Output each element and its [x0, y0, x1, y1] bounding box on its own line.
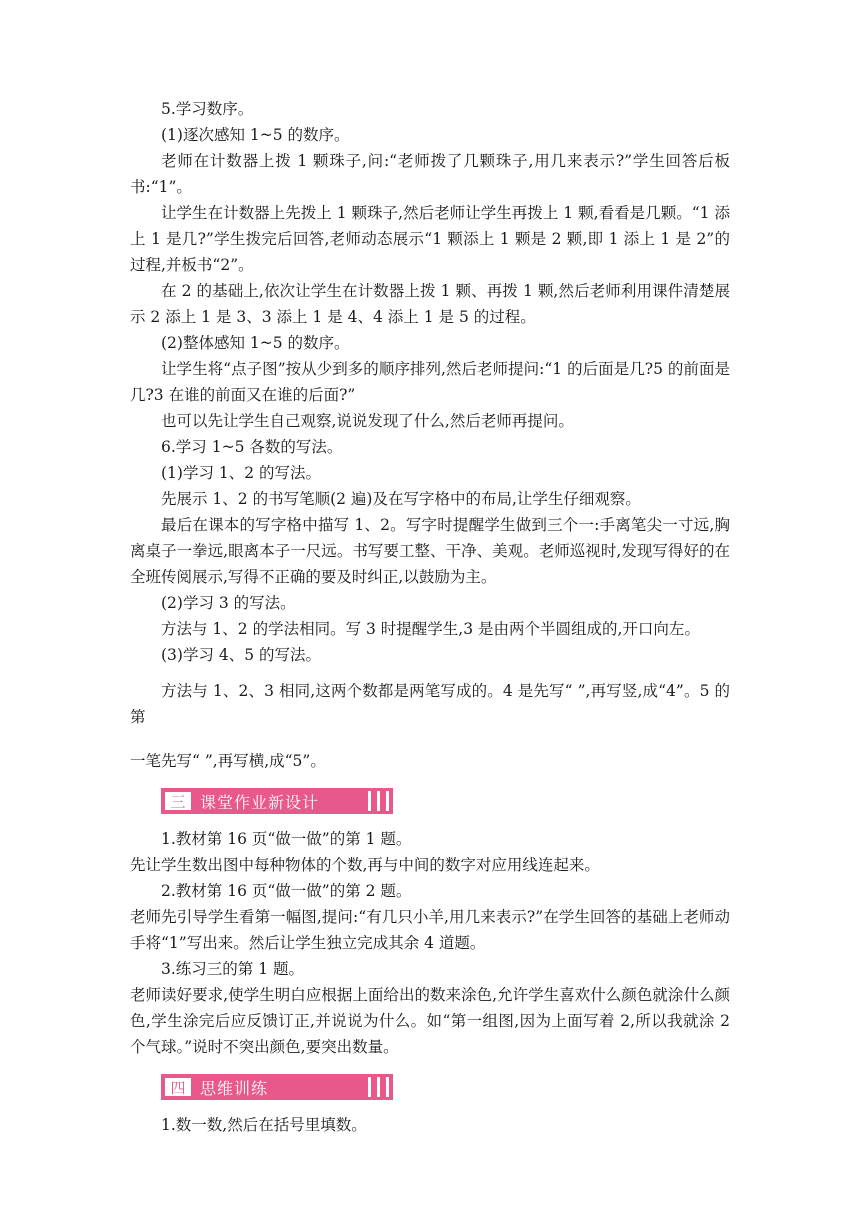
- subheading: (1)学习 1、2 的写法。: [161, 464, 322, 482]
- exercise-description: 先让学生数出图中每种物体的个数,再与中间的数字对应用线连起来。: [130, 856, 600, 874]
- banner-title: 课堂作业新设计: [200, 792, 320, 812]
- exercise-description: 老师读好要求,使学生明白应根据上面给出的数来涂色,允许学生喜欢什么颜色就涂什么颜色,学生涂完后应反馈订正,并说说为什么。如“第一组图,因为上面写着 2,所以我就涂 2 个气球。”说时不突出颜色,要突出数量。: [130, 986, 730, 1056]
- banner-number: 四: [164, 1077, 192, 1097]
- paragraph: 方法与 1、2、3 相同,这两个数都是两笔写成的。4 是先写“ ”,再写竖,成“4”。5 的第: [130, 682, 730, 726]
- banner-title: 思维训练: [200, 1078, 269, 1098]
- paragraph: 方法与 1、2 的学法相同。写 3 时提醒学生,3 是由两个半圆组成的,开口向左。: [161, 620, 700, 638]
- subheading: (3)学习 4、5 的写法。: [161, 646, 322, 664]
- banner-stripes: [368, 791, 389, 811]
- exercise-item: 3.练习三的第 1 题。: [161, 960, 305, 978]
- paragraph: 也可以先让学生自己观察,说说发现了什么,然后老师再提问。: [161, 412, 574, 430]
- paragraph: 老师在计数器上拨 1 颗珠子,问:“老师拨了几颗珠子,用几来表示?”学生回答后板书:“1”。: [130, 152, 730, 196]
- exercise-item: 2.教材第 16 页“做一做”的第 2 题。: [161, 882, 412, 900]
- paragraph: 让学生将“点子图”按从少到多的顺序排列,然后老师提问:“1 的后面是几?5 的前面是几?3 在谁的前面又在谁的后面?”: [130, 360, 730, 404]
- paragraph: 让学生在计数器上先拨上 1 颗珠子,然后老师让学生再拨上 1 颗,看看是几颗。“1 添上 1 是几?”学生拨完后回答,老师动态展示“1 颗添上 1 颗是 2 颗,即 1 添上 1 是 2”的过程,并板书“2”。: [130, 204, 730, 274]
- subheading: (2)学习 3 的写法。: [161, 594, 296, 612]
- paragraph: 在 2 的基础上,依次让学生在计数器上拨 1 颗、再拨 1 颗,然后老师利用课件清楚展示 2 添上 1 是 3、3 添上 1 是 4、4 添上 1 是 5 的过程。: [130, 282, 730, 326]
- exercise-description: 老师先引导学生看第一幅图,提问:“有几只小羊,用几来表示?”在学生回答的基础上老师动手将“1”写出来。然后让学生独立完成其余 4 道题。: [130, 908, 730, 952]
- banner-number: 三: [164, 791, 192, 811]
- exercise-item: 1.教材第 16 页“做一做”的第 1 题。: [161, 830, 412, 848]
- section-banner-homework: [161, 788, 393, 814]
- paragraph: 先展示 1、2 的书写笔顺(2 遍)及在写字格中的布局,让学生仔细观察。: [161, 490, 641, 508]
- subheading: (2)整体感知 1~5 的数序。: [161, 334, 350, 352]
- exercise-item: 1.数一数,然后在括号里填数。: [161, 1116, 367, 1134]
- section-banner-thinking: [161, 1074, 393, 1100]
- section-6-title: 6.学习 1~5 各数的写法。: [161, 438, 343, 456]
- banner-stripes: [368, 1077, 389, 1097]
- subheading: (1)逐次感知 1~5 的数序。: [161, 126, 350, 144]
- document-page: [130, 96, 730, 1138]
- paragraph: 一笔先写“ ”,再写横,成“5”。: [130, 752, 326, 770]
- section-5-title: 5.学习数序。: [161, 100, 254, 118]
- paragraph: 最后在课本的写字格中描写 1、2。写字时提醒学生做到三个一:手离笔尖一寸远,胸离桌子一拳远,眼离本子一尺远。书写要工整、干净、美观。老师巡视时,发现写得好的在全班传阅展示,写得不正确的要及时纠正,以鼓励为主。: [130, 516, 730, 586]
